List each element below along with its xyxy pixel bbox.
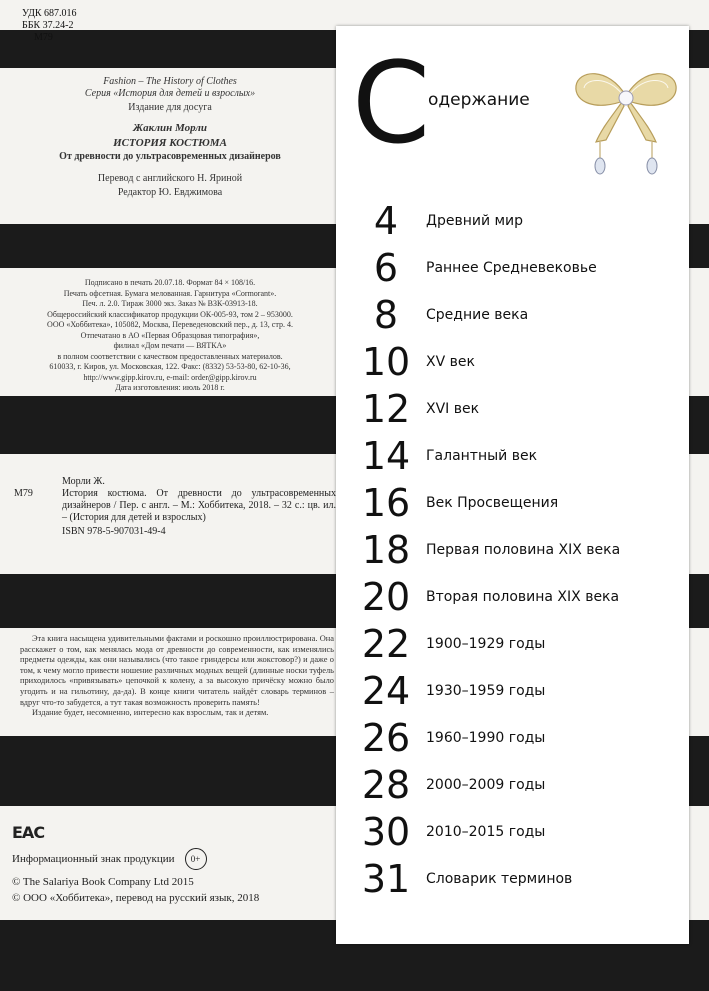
m-code: М79 <box>34 32 53 43</box>
imprint-line: http://www.gipp.kirov.ru, e-mail: order@gipp.kirov.ru <box>83 372 257 382</box>
annotation-para1: Эта книга насыщена удивительными фактами и роскошно проиллюстрирована. Она расскажет о том, как менялась мода от древности до современности, как изменялись предметы одежды, как они назывались (что такое гриндерсы или жокстовор?) и даже о том, к чему могло привести ношение различных модных вещей (длинные носки туфель приходилось «привязывать» цепочкой к колену, а за высокую причёску можно было угодить и на гильотину, да-да). В конце книги читатель найдёт словарь терминов – вдруг что-то забудется, а тут такая возможность проверить память! <box>20 634 334 707</box>
contents-item-title: Раннее Средневековье <box>426 260 597 276</box>
catalog-text: История костюма. От древности до ультрасовременных дизайнеров / Пер. с англ. – М.: Хоббитека, 2018. – 32 с.: цв. ил. – (История для детей и взрослых) <box>62 488 336 523</box>
edge-strip <box>689 68 709 224</box>
contents-item <box>336 762 689 808</box>
contents-item <box>336 245 689 291</box>
contents-panel <box>336 26 689 944</box>
book-title: ИСТОРИЯ КОСТЮМА <box>113 137 227 149</box>
title-block <box>0 76 340 200</box>
contents-page-number: 20 <box>361 575 411 619</box>
contents-page-number: 8 <box>373 293 399 337</box>
series-russian: Серия «История для детей и взрослых» <box>84 88 256 99</box>
imprint-line: Подписано в печать 20.07.18. Формат 84 × 108/16. <box>84 278 256 287</box>
contents-page-number: 24 <box>361 669 411 713</box>
edge-strip <box>689 806 709 920</box>
contents-page-number: 28 <box>361 763 411 807</box>
contents-page-number: 18 <box>361 528 411 572</box>
contents-page-number: 22 <box>361 622 411 666</box>
contents-item-title: Древний мир <box>426 213 524 229</box>
contents-item-title: Словарик терминов <box>426 871 573 887</box>
contents-item <box>336 292 689 338</box>
series-english: Fashion – The History of Clothes <box>103 76 237 87</box>
contents-page-number: 4 <box>373 199 399 243</box>
imprint-line: филиал «Дом печати — ВЯТКА» <box>113 341 227 350</box>
info-label: Информационный знак продукции <box>12 853 175 865</box>
contents-item <box>336 809 689 855</box>
contents-item <box>336 480 689 526</box>
book-subtitle: От древности до ультрасовременных дизайнеров <box>59 151 281 162</box>
contents-item-title: Вторая половина XIX века <box>426 589 620 605</box>
contents-item-title: 2000–2009 годы <box>426 777 546 793</box>
contents-initial-letter: С <box>352 39 431 169</box>
imprint-line: Общероссийский классификатор продукции ОК-005-93, том 2 – 953000. <box>47 309 293 319</box>
imprint-line: Печать офсетная. Бумага мелованная. Гарнитура «Cormorant». <box>63 288 277 298</box>
annotation-para2: Издание будет, несомненно, интересно как взрослым, так и детям. <box>32 708 269 718</box>
contents-item <box>336 339 689 385</box>
edition-note: Издание для досуга <box>128 102 212 113</box>
contents-page-number: 30 <box>361 810 411 854</box>
edge-strip <box>689 454 709 574</box>
imprint-line: в полном соответствии с качеством предоставленных материалов. <box>57 351 283 361</box>
contents-item-title: XV век <box>426 354 475 370</box>
copyright-line-1: © The Salariya Book Company Ltd 2015 <box>12 876 194 888</box>
contents-item <box>336 198 689 244</box>
contents-item-title: 1900–1929 годы <box>426 636 546 652</box>
footer-block <box>12 822 332 906</box>
imprint-line: Дата изготовления: июль 2018 г. <box>115 383 225 392</box>
contents-title: одержание <box>428 90 530 110</box>
contents-item <box>336 715 689 761</box>
contents-item-title: XVI век <box>426 401 480 417</box>
contents-item-title: Первая половина XIX века <box>426 542 621 558</box>
catalog-card <box>14 476 336 538</box>
imprint-line: 610033, г. Киров, ул. Московская, 122. Факс: (8332) 53-53-80, 62-10-36, <box>49 362 291 371</box>
contents-item <box>336 527 689 573</box>
copyright-line-2: © ООО «Хоббитека», перевод на русский язык, 2018 <box>12 892 260 904</box>
catalog-isbn: ISBN 978-5-907031-49-4 <box>62 526 166 537</box>
contents-page-number: 6 <box>373 246 399 290</box>
catalog-author: Морли Ж. <box>62 476 105 487</box>
contents-item-title: Век Просвещения <box>426 495 559 511</box>
imprint-line: Печ. л. 2.0. Тираж 3000 экз. Заказ № ВЗК-03913-18. <box>82 299 258 308</box>
author-name: Жаклин Морли <box>133 122 207 134</box>
contents-item <box>336 386 689 432</box>
editor-line: Редактор Ю. Евджимова <box>117 187 223 198</box>
contents-item-title: 2010–2015 годы <box>426 824 546 840</box>
contents-page-number: 26 <box>361 716 411 760</box>
edge-strip <box>689 628 709 736</box>
udk-code: УДК 687.016 <box>22 8 77 19</box>
imprint-line: ООО «Хоббитека», 105082, Москва, Переведеновский пер., д. 13, стр. 4. <box>47 320 293 329</box>
translator-line: Перевод с английского Н. Яриной <box>97 173 243 184</box>
imprint-block <box>0 278 340 394</box>
contents-item <box>336 856 689 902</box>
contents-item-title: 1930–1959 годы <box>426 683 546 699</box>
age-badge: 0+ <box>185 848 207 870</box>
contents-item-title: Средние века <box>426 307 529 323</box>
contents-item-title: Галантный век <box>426 448 538 464</box>
contents-item <box>336 621 689 667</box>
edge-strip <box>689 268 709 396</box>
contents-item <box>336 574 689 620</box>
catalog-code: М79 <box>14 488 33 499</box>
classification-codes <box>22 8 77 44</box>
imprint-line: Отпечатано в АО «Первая Образцовая типография», <box>80 330 260 340</box>
bow-brooch-image <box>572 56 680 186</box>
annotation-block <box>20 634 334 719</box>
contents-page-number: 14 <box>361 434 411 478</box>
bbk-code: ББК 37.24-2 <box>22 20 74 31</box>
contents-page-number: 10 <box>361 340 411 384</box>
eac-mark: ЕАС <box>12 823 45 842</box>
contents-item <box>336 668 689 714</box>
contents-item-title: 1960–1990 годы <box>426 730 546 746</box>
contents-page-number: 31 <box>361 857 411 901</box>
contents-item <box>336 433 689 479</box>
contents-page-number: 16 <box>361 481 411 525</box>
contents-page-number: 12 <box>361 387 411 431</box>
